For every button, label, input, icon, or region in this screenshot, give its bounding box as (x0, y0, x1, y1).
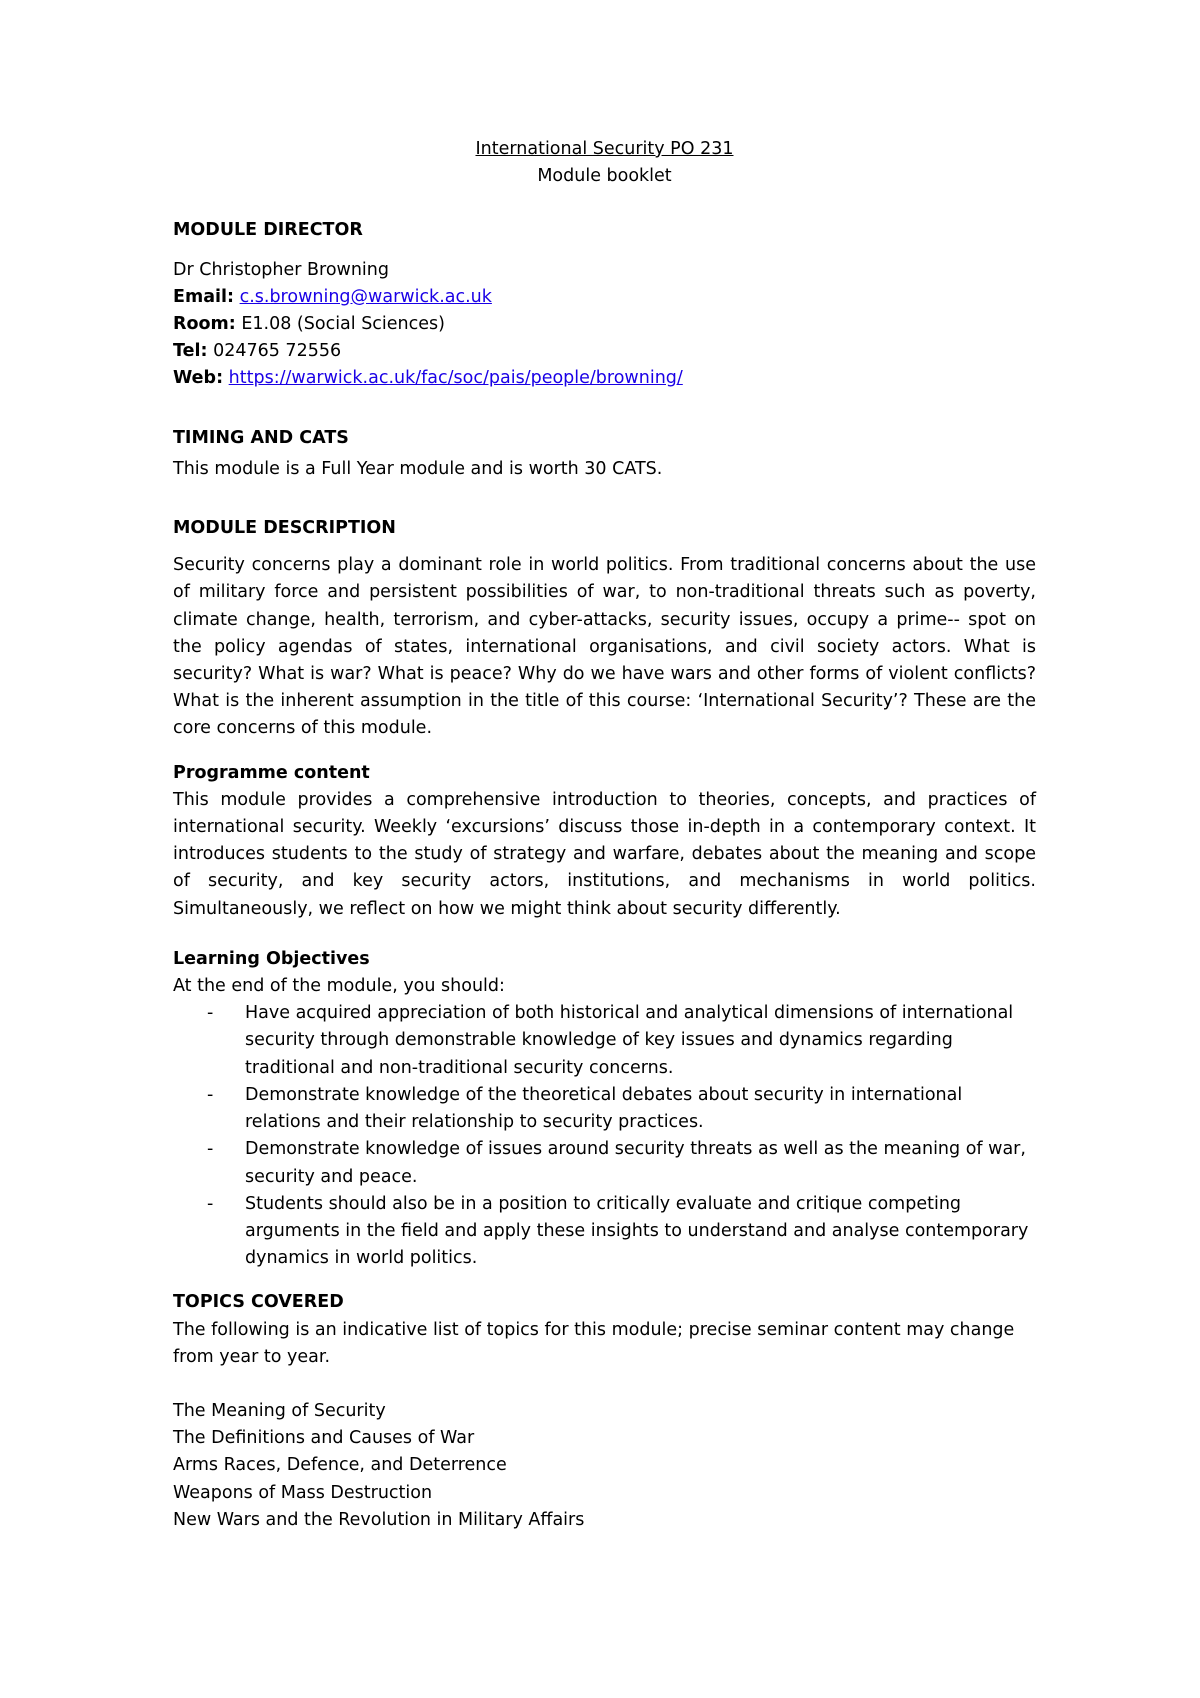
module-description-text: Security concerns play a dominant role in world politics. From traditional concerns about the use of military force and persistent possibilities of war, to non-traditional threats such as poverty, climate change, health, terrorism, and cyber-attacks, security issues, occupy a prime-- spot on the policy agendas of states, international organisations, and civil society actors. What is security? What is war? What is peace? Why do we have wars and other forms of violent conflicts? What is the inherent assumption in the title of this course: ‘International Security’? These are the core concerns of this module. (173, 555, 1036, 739)
module-description-heading: MODULE DESCRIPTION (173, 518, 396, 539)
module-director-section (173, 217, 1036, 392)
email-link[interactable]: c.s.browning@warwick.ac.uk (239, 286, 492, 307)
learning-objectives-heading: Learning Objectives (173, 948, 370, 969)
topic-item: New Wars and the Revolution in Military Affairs (173, 1509, 585, 1530)
topic-item: Arms Races, Defence, and Deterrence (173, 1455, 507, 1476)
timing-text: This module is a Full Year module and is worth 30 CATS. (173, 458, 663, 479)
list-item (173, 1000, 1036, 1082)
module-director-heading: MODULE DIRECTOR (173, 220, 363, 241)
document-header (173, 136, 1036, 190)
director-email-line (173, 284, 1036, 311)
dash-marker: - (207, 1003, 214, 1024)
director-room-line (173, 311, 1036, 338)
topics-covered-intro: The following is an indicative list of topics for this module; precise seminar content may change from year to year. (173, 1319, 1015, 1367)
timing-heading: TIMING AND CATS (173, 427, 349, 448)
list-item (173, 1191, 1036, 1273)
director-web-line (173, 365, 1036, 392)
email-label: Email: (173, 286, 234, 307)
tel-value: 024765 72556 (213, 341, 342, 362)
learning-objectives-intro: At the end of the module, you should: (173, 976, 505, 997)
dash-marker: - (207, 1084, 214, 1105)
objective-text: Demonstrate knowledge of the theoretical debates about security in international relations and their relationship to security practices. (245, 1084, 963, 1133)
topic-item: Weapons of Mass Destruction (173, 1482, 433, 1503)
objective-text: Students should also be in a position to critically evaluate and critique competing arguments in the field and apply these insights to understand and analyse contemporary dynamics in world politics. (245, 1193, 1029, 1269)
room-label: Room: (173, 314, 236, 335)
list-item (173, 1082, 1036, 1136)
learning-objectives-section (173, 946, 1036, 1272)
objective-text: Have acquired appreciation of both historical and analytical dimensions of international security through demonstrable knowledge of key issues and dynamics regarding traditional and non-traditional security concerns. (245, 1003, 1014, 1078)
programme-content-section (173, 760, 1036, 923)
list-item (173, 1136, 1036, 1190)
timing-section (173, 425, 1036, 483)
director-tel-line (173, 338, 1036, 365)
tel-label: Tel: (173, 341, 208, 362)
dash-marker: - (207, 1139, 214, 1160)
programme-content-text: This module provides a comprehensive introduction to theories, concepts, and practices of international security. Weekly ‘excursions’ discuss those in-depth in a contemporary context. It introduces students to the study of strategy and warfare, debates about the meaning and scope of security, and key security actors, institutions, and mechanisms in world politics. Simultaneously, we reflect on how we might think about security differently. (173, 789, 1036, 919)
objective-text: Demonstrate knowledge of issues around security threats as well as the meaning of war, security and peace. (245, 1139, 1026, 1187)
topics-covered-section (173, 1289, 1036, 1534)
topic-item: The Meaning of Security (173, 1400, 386, 1421)
document-title: International Security PO 231 (475, 139, 734, 159)
topic-item: The Definitions and Causes of War (173, 1428, 475, 1449)
document-subtitle: Module booklet (537, 166, 672, 187)
room-value: E1.08 (Social Sciences) (241, 314, 445, 335)
topics-covered-heading: TOPICS COVERED (173, 1292, 344, 1313)
programme-content-heading: Programme content (173, 762, 370, 783)
web-label: Web: (173, 368, 224, 389)
director-name: Dr Christopher Browning (173, 259, 389, 280)
document-page (173, 136, 1036, 1534)
web-link[interactable]: https://warwick.ac.uk/fac/soc/pais/people/browning/ (228, 368, 683, 389)
learning-objectives-list (173, 1000, 1036, 1272)
dash-marker: - (207, 1193, 214, 1214)
module-description-section (173, 515, 1036, 743)
